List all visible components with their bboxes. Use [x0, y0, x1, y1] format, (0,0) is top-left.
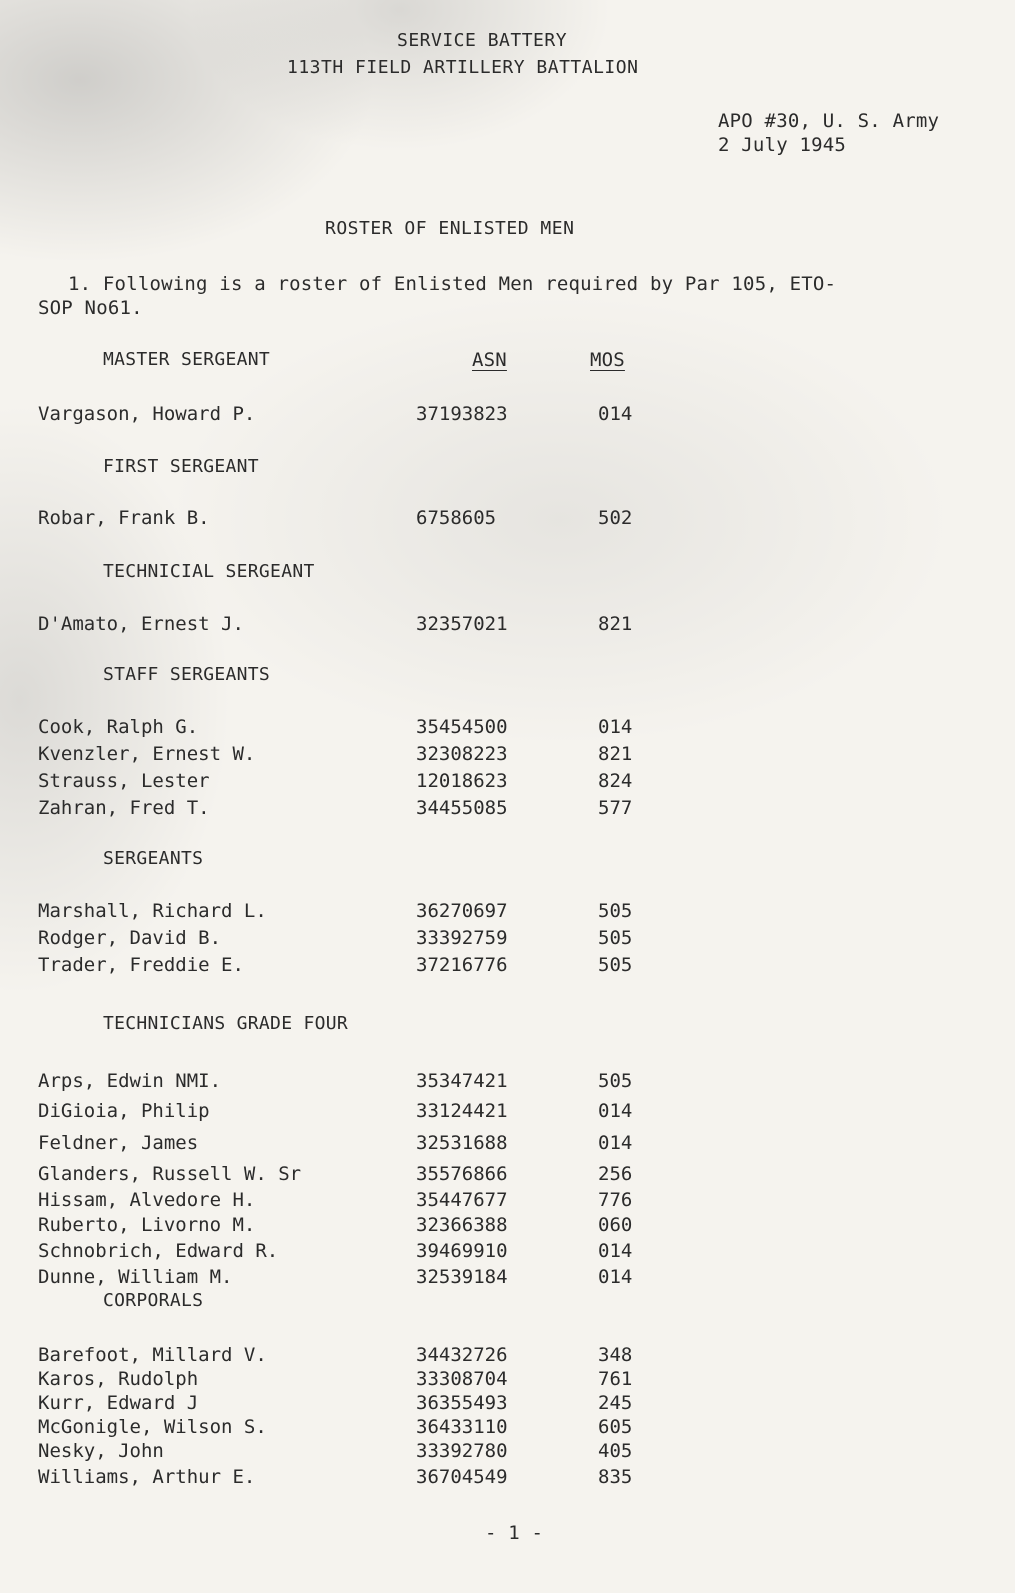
- soldier-mos: 060: [598, 1214, 633, 1236]
- soldier-mos: 835: [598, 1466, 633, 1488]
- soldier-asn: 32308223: [416, 743, 508, 765]
- section-heading: FIRST SERGEANT: [103, 456, 259, 477]
- roster-row: [38, 1212, 678, 1239]
- soldier-mos: 505: [598, 900, 633, 922]
- section-heading: TECHNICIANS GRADE FOUR: [103, 1013, 349, 1034]
- soldier-name: Robar, Frank B.: [38, 507, 210, 529]
- soldier-asn: 36433110: [416, 1416, 508, 1438]
- soldier-name: D'Amato, Ernest J.: [38, 613, 244, 635]
- soldier-name: Zahran, Fred T.: [38, 797, 210, 819]
- soldier-name: Rodger, David B.: [38, 927, 222, 949]
- unit-name: SERVICE BATTERY: [397, 30, 568, 51]
- roster-row: [38, 1068, 678, 1095]
- section-heading: MASTER SERGEANT: [103, 349, 271, 370]
- intro-line-1: 1. Following is a roster of Enlisted Men required by Par 105, ETO-: [68, 273, 837, 295]
- soldier-mos: 245: [598, 1392, 633, 1414]
- roster-row: [38, 1187, 678, 1214]
- soldier-asn: 34455085: [416, 797, 508, 819]
- roster-row: [38, 741, 678, 768]
- soldier-name: Nesky, John: [38, 1440, 164, 1462]
- soldier-mos: 256: [598, 1163, 633, 1185]
- soldier-name: Karos, Rudolph: [38, 1368, 199, 1390]
- soldier-name: Cook, Ralph G.: [38, 716, 199, 738]
- roster-row: [38, 401, 678, 428]
- soldier-mos: 014: [598, 1132, 633, 1154]
- roster-row: [38, 1238, 678, 1265]
- soldier-asn: 34432726: [416, 1344, 508, 1366]
- soldier-asn: 35454500: [416, 716, 508, 738]
- section-heading: CORPORALS: [103, 1290, 204, 1311]
- soldier-mos: 824: [598, 770, 633, 792]
- soldier-name: Glanders, Russell W. Sr: [38, 1163, 302, 1185]
- soldier-mos: 502: [598, 507, 633, 529]
- roster-row: [38, 1438, 678, 1465]
- soldier-mos: 014: [598, 1100, 633, 1122]
- roster-row: [38, 1414, 678, 1441]
- soldier-name: Kurr, Edward J: [38, 1392, 199, 1414]
- soldier-mos: 014: [598, 403, 633, 425]
- roster-row: [38, 898, 678, 925]
- soldier-name: Hissam, Alvedore H.: [38, 1189, 256, 1211]
- soldier-mos: 605: [598, 1416, 633, 1438]
- soldier-asn: 12018623: [416, 770, 508, 792]
- soldier-name: Barefoot, Millard V.: [38, 1344, 267, 1366]
- soldier-asn: 32357021: [416, 613, 508, 635]
- soldier-asn: 32366388: [416, 1214, 508, 1236]
- soldier-asn: 32539184: [416, 1266, 508, 1288]
- roster-row: [38, 1161, 678, 1188]
- intro-line-2: SOP No61.: [38, 297, 143, 319]
- roster-row: [38, 714, 678, 741]
- apo-address: APO #30, U. S. Army: [718, 110, 940, 132]
- soldier-name: Arps, Edwin NMI.: [38, 1070, 222, 1092]
- section-heading: TECHNICIAL SERGEANT: [103, 561, 315, 582]
- roster-row: [38, 795, 678, 822]
- roster-row: [38, 505, 678, 532]
- soldier-mos: 761: [598, 1368, 633, 1390]
- roster-row: [38, 1098, 678, 1125]
- roster-row: [38, 925, 678, 952]
- soldier-asn: 37216776: [416, 954, 508, 976]
- soldier-mos: 505: [598, 1070, 633, 1092]
- soldier-name: Dunne, William M.: [38, 1266, 233, 1288]
- soldier-mos: 821: [598, 743, 633, 765]
- soldier-mos: 776: [598, 1189, 633, 1211]
- roster-row: [38, 1390, 678, 1417]
- roster-row: [38, 1464, 678, 1491]
- soldier-asn: 33308704: [416, 1368, 508, 1390]
- roster-row: [38, 611, 678, 638]
- roster-row: [38, 768, 678, 795]
- soldier-mos: 405: [598, 1440, 633, 1462]
- soldier-mos: 014: [598, 1240, 633, 1262]
- soldier-mos: 505: [598, 954, 633, 976]
- soldier-asn: 33392759: [416, 927, 508, 949]
- soldier-asn: 36270697: [416, 900, 508, 922]
- soldier-name: Marshall, Richard L.: [38, 900, 267, 922]
- soldier-asn: 33392780: [416, 1440, 508, 1462]
- soldier-asn: 6758605: [416, 507, 497, 529]
- document-date: 2 July 1945: [718, 134, 847, 156]
- soldier-name: Feldner, James: [38, 1132, 199, 1154]
- roster-row: [38, 952, 678, 979]
- section-heading: SERGEANTS: [103, 848, 204, 869]
- soldier-asn: 37193823: [416, 403, 508, 425]
- battalion-name: 113TH FIELD ARTILLERY BATTALION: [287, 57, 639, 78]
- soldier-name: Strauss, Lester: [38, 770, 210, 792]
- column-header-asn: ASN: [472, 349, 507, 371]
- column-header-mos: MOS: [590, 349, 625, 371]
- roster-row: [38, 1264, 678, 1291]
- soldier-name: Kvenzler, Ernest W.: [38, 743, 256, 765]
- soldier-name: Trader, Freddie E.: [38, 954, 244, 976]
- soldier-asn: 35576866: [416, 1163, 508, 1185]
- roster-row: [38, 1342, 678, 1369]
- soldier-mos: 348: [598, 1344, 633, 1366]
- soldier-name: Williams, Arthur E.: [38, 1466, 256, 1488]
- page-title: ROSTER OF ENLISTED MEN: [325, 218, 575, 239]
- soldier-name: Vargason, Howard P.: [38, 403, 256, 425]
- soldier-name: McGonigle, Wilson S.: [38, 1416, 267, 1438]
- soldier-name: Schnobrich, Edward R.: [38, 1240, 279, 1262]
- roster-row: [38, 1130, 678, 1157]
- soldier-asn: 35347421: [416, 1070, 508, 1092]
- soldier-asn: 39469910: [416, 1240, 508, 1262]
- soldier-name: Ruberto, Livorno M.: [38, 1214, 256, 1236]
- soldier-name: DiGioia, Philip: [38, 1100, 210, 1122]
- soldier-asn: 32531688: [416, 1132, 508, 1154]
- soldier-mos: 014: [598, 1266, 633, 1288]
- soldier-asn: 36704549: [416, 1466, 508, 1488]
- soldier-mos: 505: [598, 927, 633, 949]
- roster-row: [38, 1366, 678, 1393]
- section-heading: STAFF SERGEANTS: [103, 664, 271, 685]
- soldier-mos: 577: [598, 797, 633, 819]
- soldier-asn: 33124421: [416, 1100, 508, 1122]
- soldier-mos: 014: [598, 716, 633, 738]
- soldier-mos: 821: [598, 613, 633, 635]
- page-number: - 1 -: [485, 1522, 544, 1544]
- soldier-asn: 36355493: [416, 1392, 508, 1414]
- soldier-asn: 35447677: [416, 1189, 508, 1211]
